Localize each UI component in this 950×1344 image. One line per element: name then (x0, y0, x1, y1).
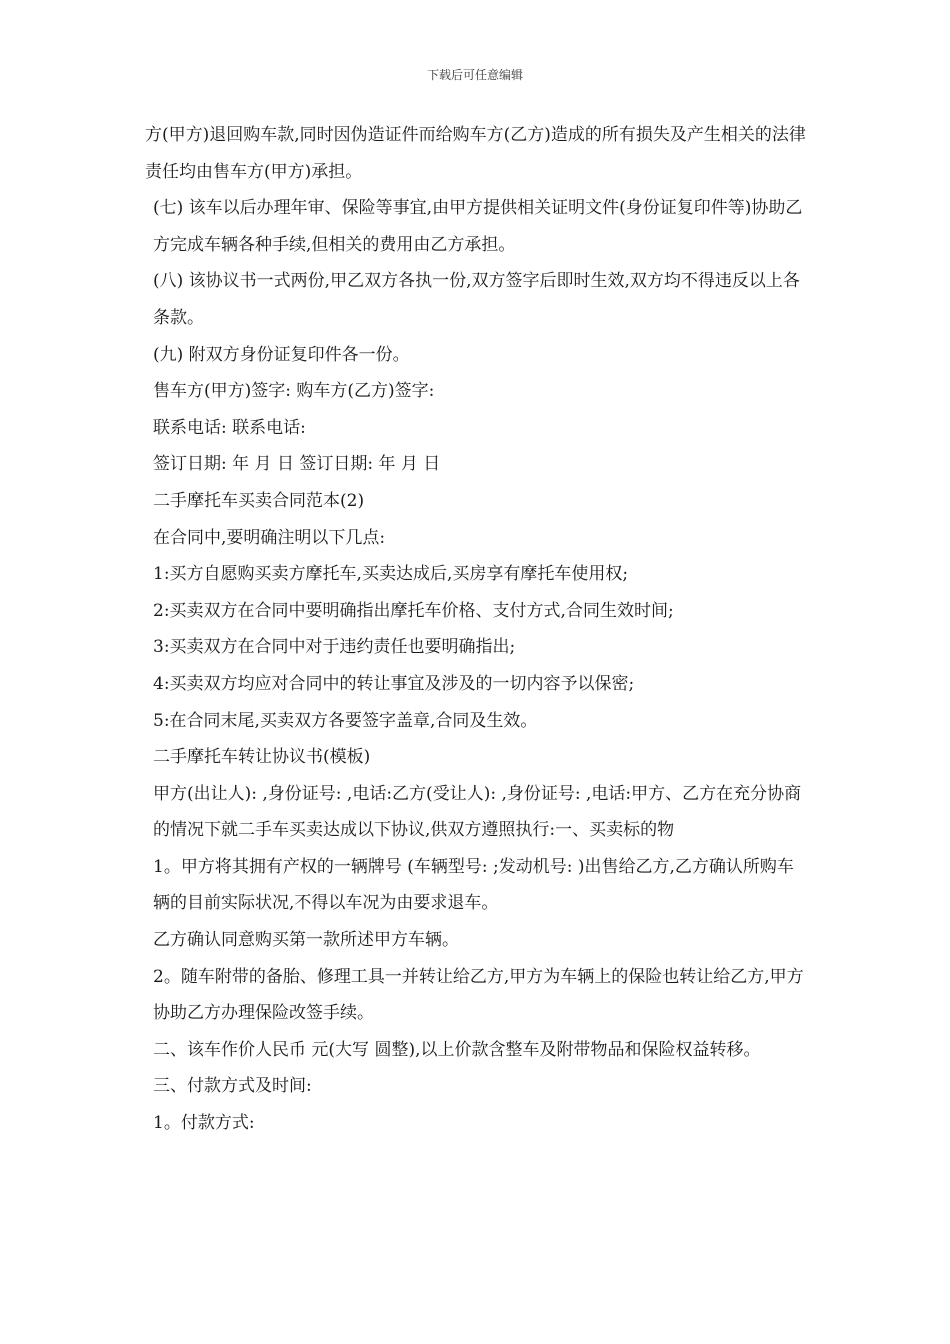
paragraph: 1。付款方式: (153, 1113, 255, 1134)
section-title: 二手摩托车转让协议书(模板) (153, 747, 371, 768)
paragraph: 甲方(出让人): ,身份证号: ,电话:乙方(受让人): ,身份证号: ,电话:甲方、乙方在充分协商的情况下就二手车买卖达成以下协议,供双方遵照执行:一、买卖标的物 (153, 783, 802, 841)
phone-line: 联系电话: 联系电话: (153, 417, 306, 438)
paragraph: 1。甲方将其拥有产权的一辆牌号 (车辆型号: ;发动机号: )出售给乙方,乙方确认所购车辆的目前实际状况,不得以车况为由要求退车。 (153, 856, 794, 914)
paragraph: 乙方确认同意购买第一款所述甲方车辆。 (153, 930, 459, 951)
paragraph: 方(甲方)退回购车款,同时因伪造证件而给购车方(乙方)造成的所有损失及产生相关的法律责任均由售车方(甲方)承担。 (145, 125, 806, 182)
paragraph: 2。随车附带的备胎、修理工具一并转让给乙方,甲方为车辆上的保险也转让给乙方,甲方协助乙方办理保险改签手续。 (153, 966, 804, 1024)
list-item: 3:买卖双方在合同中对于违约责任也要明确指出; (153, 637, 516, 658)
page-header-note: 下载后可任意编辑 (426, 68, 523, 82)
section-title: 三、付款方式及时间: (153, 1076, 312, 1097)
paragraph: (八) 该协议书一式两份,甲乙双方各执一份,双方签字后即时生效,双方均不得违反以上各条款。 (153, 271, 800, 328)
document-body (145, 117, 810, 1142)
paragraph: 方完成车辆各种手续,但相关的费用由乙方承担。 (153, 234, 516, 255)
paragraph: (七) 该车以后办理年审、保险等事宜,由甲方提供相关证明文件(身份证复印件等)协助乙 (153, 198, 803, 219)
section-title: 二手摩托车买卖合同范本(2) (153, 490, 365, 511)
list-item: 4:买卖双方均应对合同中的转让事宜及涉及的一切内容予以保密; (153, 673, 635, 694)
paragraph: 在合同中,要明确注明以下几点: (153, 527, 386, 548)
list-item: 1:买方自愿购买卖方摩托车,买卖达成后,买房享有摩托车使用权; (153, 564, 629, 585)
paragraph: 二、该车作价人民币 元(大写 圆整),以上价款含整车及附带物品和保险权益转移。 (153, 1039, 761, 1060)
signature-line: 售车方(甲方)签字: 购车方(乙方)签字: (153, 381, 435, 402)
paragraph: (九) 附双方身份证复印件各一份。 (153, 344, 410, 365)
list-item: 5:在合同末尾,买卖双方各要签字盖章,合同及生效。 (153, 710, 538, 731)
date-line: 签订日期: 年 月 日 签订日期: 年 月 日 (153, 454, 441, 475)
list-item: 2:买卖双方在合同中要明确指出摩托车价格、支付方式,合同生效时间; (153, 600, 674, 621)
